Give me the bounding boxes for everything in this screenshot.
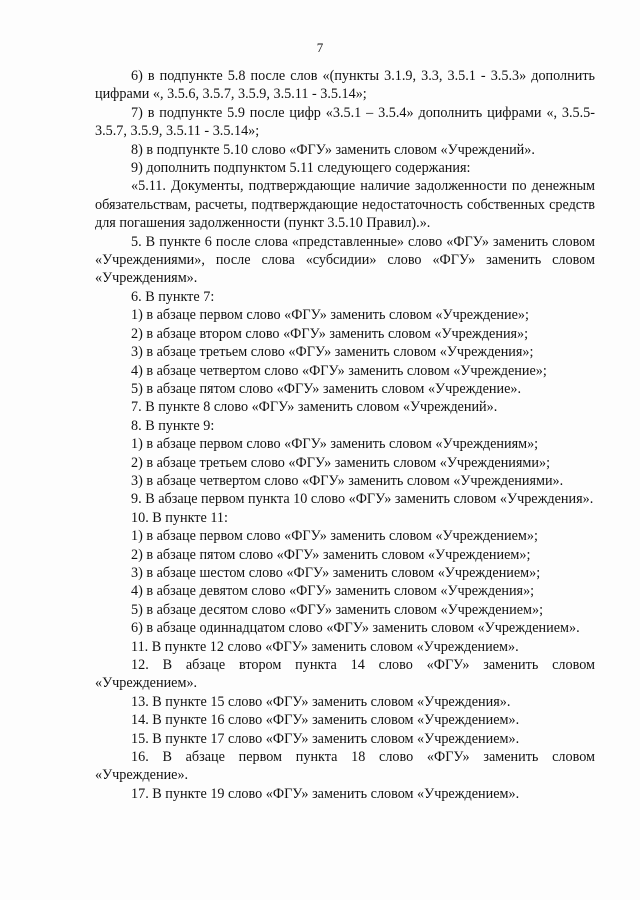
- paragraph: 5) в абзаце пятом слово «ФГУ» заменить словом «Учреждение».: [131, 380, 522, 397]
- paragraph: 9) дополнить подпунктом 5.11 следующего содержания:: [131, 160, 471, 177]
- paragraph: 15. В пункте 17 слово «ФГУ» заменить словом «Учреждением».: [131, 730, 520, 747]
- paragraph: 6. В пункте 7:: [131, 288, 215, 305]
- paragraph: 7. В пункте 8 слово «ФГУ» заменить словом «Учреждений».: [131, 399, 498, 416]
- paragraph: 1) в абзаце первом слово «ФГУ» заменить словом «Учреждениям»;: [131, 436, 539, 453]
- paragraph: 6) в абзаце одиннадцатом слово «ФГУ» заменить словом «Учреждением».: [131, 620, 580, 637]
- paragraph: 11. В пункте 12 слово «ФГУ» заменить словом «Учреждением».: [131, 638, 519, 655]
- paragraph: 5. В пункте 6 после слова «представленные» слово «ФГУ» заменить словом «Учреждениями», после слова «субсидии» слово «ФГУ» заменить словом «Учреждениям».: [95, 233, 595, 287]
- paragraph: 3) в абзаце шестом слово «ФГУ» заменить словом «Учреждением»;: [131, 564, 541, 581]
- paragraph: 12. В абзаце втором пункта 14 слово «ФГУ» заменить словом «Учреждением».: [95, 657, 595, 692]
- paragraph: 7) в подпункте 5.9 после цифр «3.5.1 – 3.5.4» дополнить цифрами «, 3.5.5-3.5.7, 3.5.9, 3.5.11 - 3.5.14»;: [95, 104, 595, 140]
- paragraph: 5) в абзаце десятом слово «ФГУ» заменить словом «Учреждением»;: [131, 601, 544, 618]
- paragraph: 8. В пункте 9:: [131, 417, 215, 434]
- paragraph: 1) в абзаце первом слово «ФГУ» заменить словом «Учреждением»;: [131, 528, 538, 545]
- paragraph: 3) в абзаце четвертом слово «ФГУ» заменить словом «Учреждениями».: [131, 472, 564, 489]
- paragraph: 3) в абзаце третьем слово «ФГУ» заменить словом «Учреждения»;: [131, 344, 534, 361]
- paragraph: 2) в абзаце третьем слово «ФГУ» заменить словом «Учреждениями»;: [131, 454, 551, 471]
- page-number: 7: [316, 40, 324, 55]
- paragraph: 6) в подпункте 5.8 после слов «(пункты 3.1.9, 3.3, 3.5.1 - 3.5.3» дополнить цифрами «, 3.5.6, 3.5.7, 3.5.9, 3.5.11 - 3.5.14»;: [95, 68, 595, 103]
- paragraph: 9. В абзаце первом пункта 10 слово «ФГУ» заменить словом «Учреждения».: [131, 491, 594, 508]
- paragraph: 16. В абзаце первом пункта 18 слово «ФГУ» заменить словом «Учреждение».: [95, 749, 595, 784]
- paragraph: 4) в абзаце девятом слово «ФГУ» заменить словом «Учреждения»;: [131, 583, 535, 600]
- document-body: [95, 67, 595, 803]
- paragraph: 17. В пункте 19 слово «ФГУ» заменить словом «Учреждением».: [131, 785, 520, 802]
- paragraph: 8) в подпункте 5.10 слово «ФГУ» заменить словом «Учреждений».: [131, 141, 535, 158]
- paragraph: 10. В пункте 11:: [131, 509, 228, 526]
- paragraph: 1) в абзаце первом слово «ФГУ» заменить словом «Учреждение»;: [131, 307, 529, 324]
- paragraph: «5.11. Документы, подтверждающие наличие задолженности по денежным обязательствам, расчеты, подтверждающие недостаточность собственных средств для погашения задолженности (пункт 3.5.10 Правил).».: [95, 178, 595, 232]
- paragraph: 14. В пункте 16 слово «ФГУ» заменить словом «Учреждением».: [131, 712, 520, 729]
- paragraph: 13. В пункте 15 слово «ФГУ» заменить словом «Учреждения».: [131, 693, 511, 710]
- paragraph: 2) в абзаце втором слово «ФГУ» заменить словом «Учреждения»;: [131, 325, 529, 342]
- paragraph: 2) в абзаце пятом слово «ФГУ» заменить словом «Учреждением»;: [131, 546, 531, 563]
- paragraph: 4) в абзаце четвертом слово «ФГУ» заменить словом «Учреждение»;: [131, 362, 547, 379]
